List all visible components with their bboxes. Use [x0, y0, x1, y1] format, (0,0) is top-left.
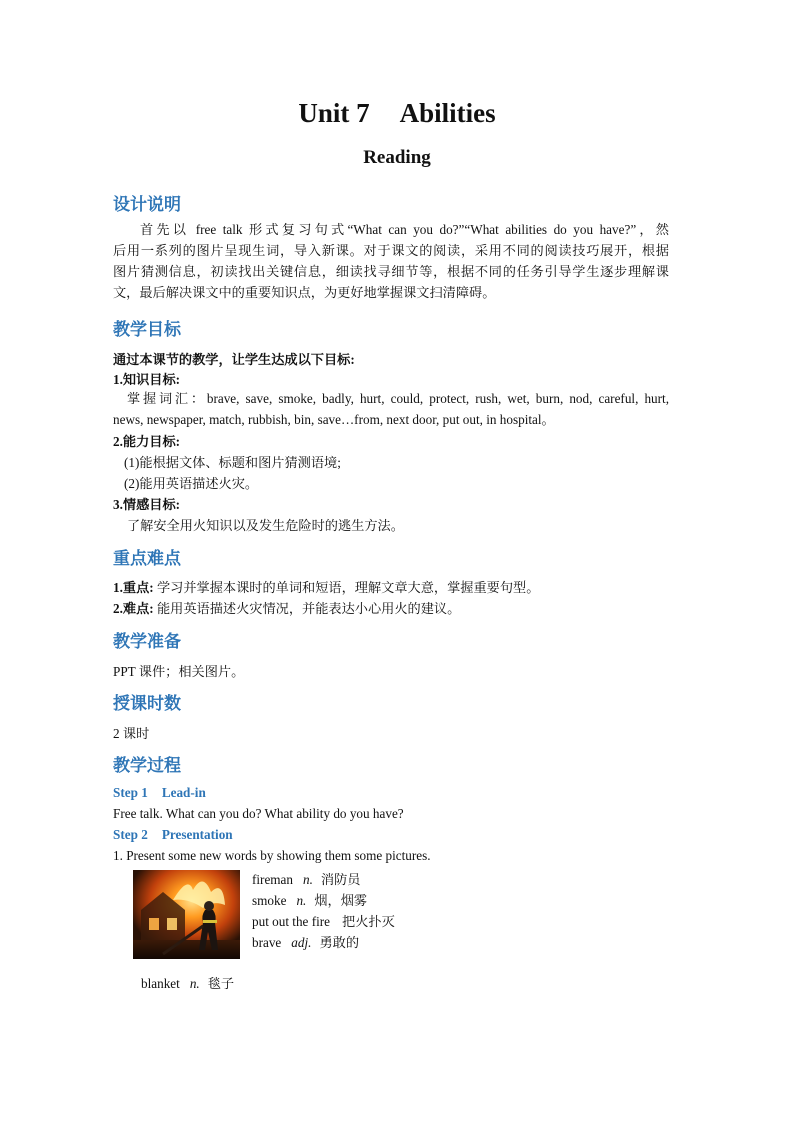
vocab-meaning: 烟，烟雾: [314, 893, 368, 908]
unit-title: Abilities: [399, 98, 496, 128]
key-point: [113, 577, 539, 596]
step1-title: Lead-in: [161, 785, 206, 800]
ability-item: (2)能用英语描述火灾。: [124, 476, 259, 491]
unit-number: Unit 7: [298, 98, 370, 128]
design-line: 后用一系列的图片呈现生词，导入新课。对于课文的阅读，采用不同的阅读技巧展开，根据: [113, 243, 669, 258]
vocab-item: [252, 890, 367, 909]
vocab-item: [141, 973, 234, 992]
difficult-text: 能用英语描述火灾情况，并能表达小心用火的建议。: [156, 601, 461, 616]
emotion-title: 3.情感目标:: [113, 497, 181, 512]
difficult-point: [113, 598, 460, 617]
fireman-photo: [133, 870, 240, 959]
design-heading: 设计说明: [113, 195, 181, 215]
knowledge-title: 1.知识目标:: [113, 372, 181, 387]
vocab-word: brave: [252, 935, 282, 950]
hours-text: 2 课时: [113, 726, 150, 741]
process-heading: 教学过程: [113, 756, 181, 776]
vocab-pos: n.: [189, 976, 200, 991]
vocab-item: [252, 869, 360, 888]
knowledge-line: 掌握词汇：brave, save, smoke, badly, hurt, could, protect, rush, wet, burn, nod, careful, hurt,: [127, 391, 669, 406]
step2-title: Presentation: [161, 827, 233, 842]
vocab-word: smoke: [252, 893, 287, 908]
knowledge-line: news, newspaper, match, rubbish, bin, save…from, next door, put out, in hospital。: [113, 412, 555, 427]
step1-heading: [113, 785, 206, 801]
vocab-meaning: 勇敢的: [319, 935, 360, 950]
design-line: 文，最后解决课文中的重要知识点，为更好地掌握课文扫清障碍。: [113, 285, 496, 300]
design-line: 首先以 free talk 形式复习句式“What can you do?”“What abilities do you have?”，然: [140, 222, 669, 237]
step1-text: Free talk. What can you do? What ability do you have?: [113, 806, 404, 821]
ability-title: 2.能力目标:: [113, 434, 181, 449]
knowledge-paragraph: [113, 388, 669, 430]
step1-label: Step 1: [113, 785, 148, 800]
difficult-label: 2.难点:: [113, 601, 154, 616]
vocab-word: put out the fire: [252, 914, 331, 929]
vocab-pos: n.: [303, 872, 313, 887]
step2-label: Step 2: [113, 827, 148, 842]
keypoints-heading: 重点难点: [113, 549, 181, 569]
vocab-pos: n.: [296, 893, 307, 908]
key-label: 1.重点:: [113, 580, 154, 595]
page-title: [0, 98, 794, 129]
design-paragraph: [113, 219, 669, 303]
ability-item: (1)能根据文体、标题和图片猜测语境;: [124, 455, 341, 470]
key-text: 学习并掌握本课时的单词和短语，理解文章大意，掌握重要句型。: [156, 580, 540, 595]
vocab-meaning: 毯子: [207, 976, 235, 991]
vocab-item: [252, 911, 395, 930]
objectives-intro: 通过本课节的教学，让学生达成以下目标:: [113, 352, 355, 367]
vocab-pos: adj.: [291, 935, 312, 950]
vocab-meaning: 把火扑灭: [342, 914, 395, 929]
objectives-heading: 教学目标: [113, 320, 181, 340]
emotion-item: 了解安全用火知识以及发生危险时的逃生方法。: [127, 518, 404, 533]
hours-heading: 授课时数: [113, 694, 181, 714]
preparation-text: PPT 课件；相关图片。: [113, 664, 245, 679]
vocab-item: [252, 932, 359, 951]
step2-text: 1. Present some new words by showing them some pictures.: [113, 848, 431, 863]
step2-heading: [113, 827, 233, 843]
preparation-heading: 教学准备: [113, 632, 181, 652]
vocab-meaning: 消防员: [320, 872, 361, 887]
vocab-word: blanket: [141, 976, 180, 991]
design-line: 图片猜测信息，初读找出关键信息，细读找寻细节等，根据不同的任务引导学生逐步理解课: [113, 264, 669, 279]
vocab-word: fireman: [252, 872, 294, 887]
page-subtitle: Reading: [363, 147, 431, 168]
